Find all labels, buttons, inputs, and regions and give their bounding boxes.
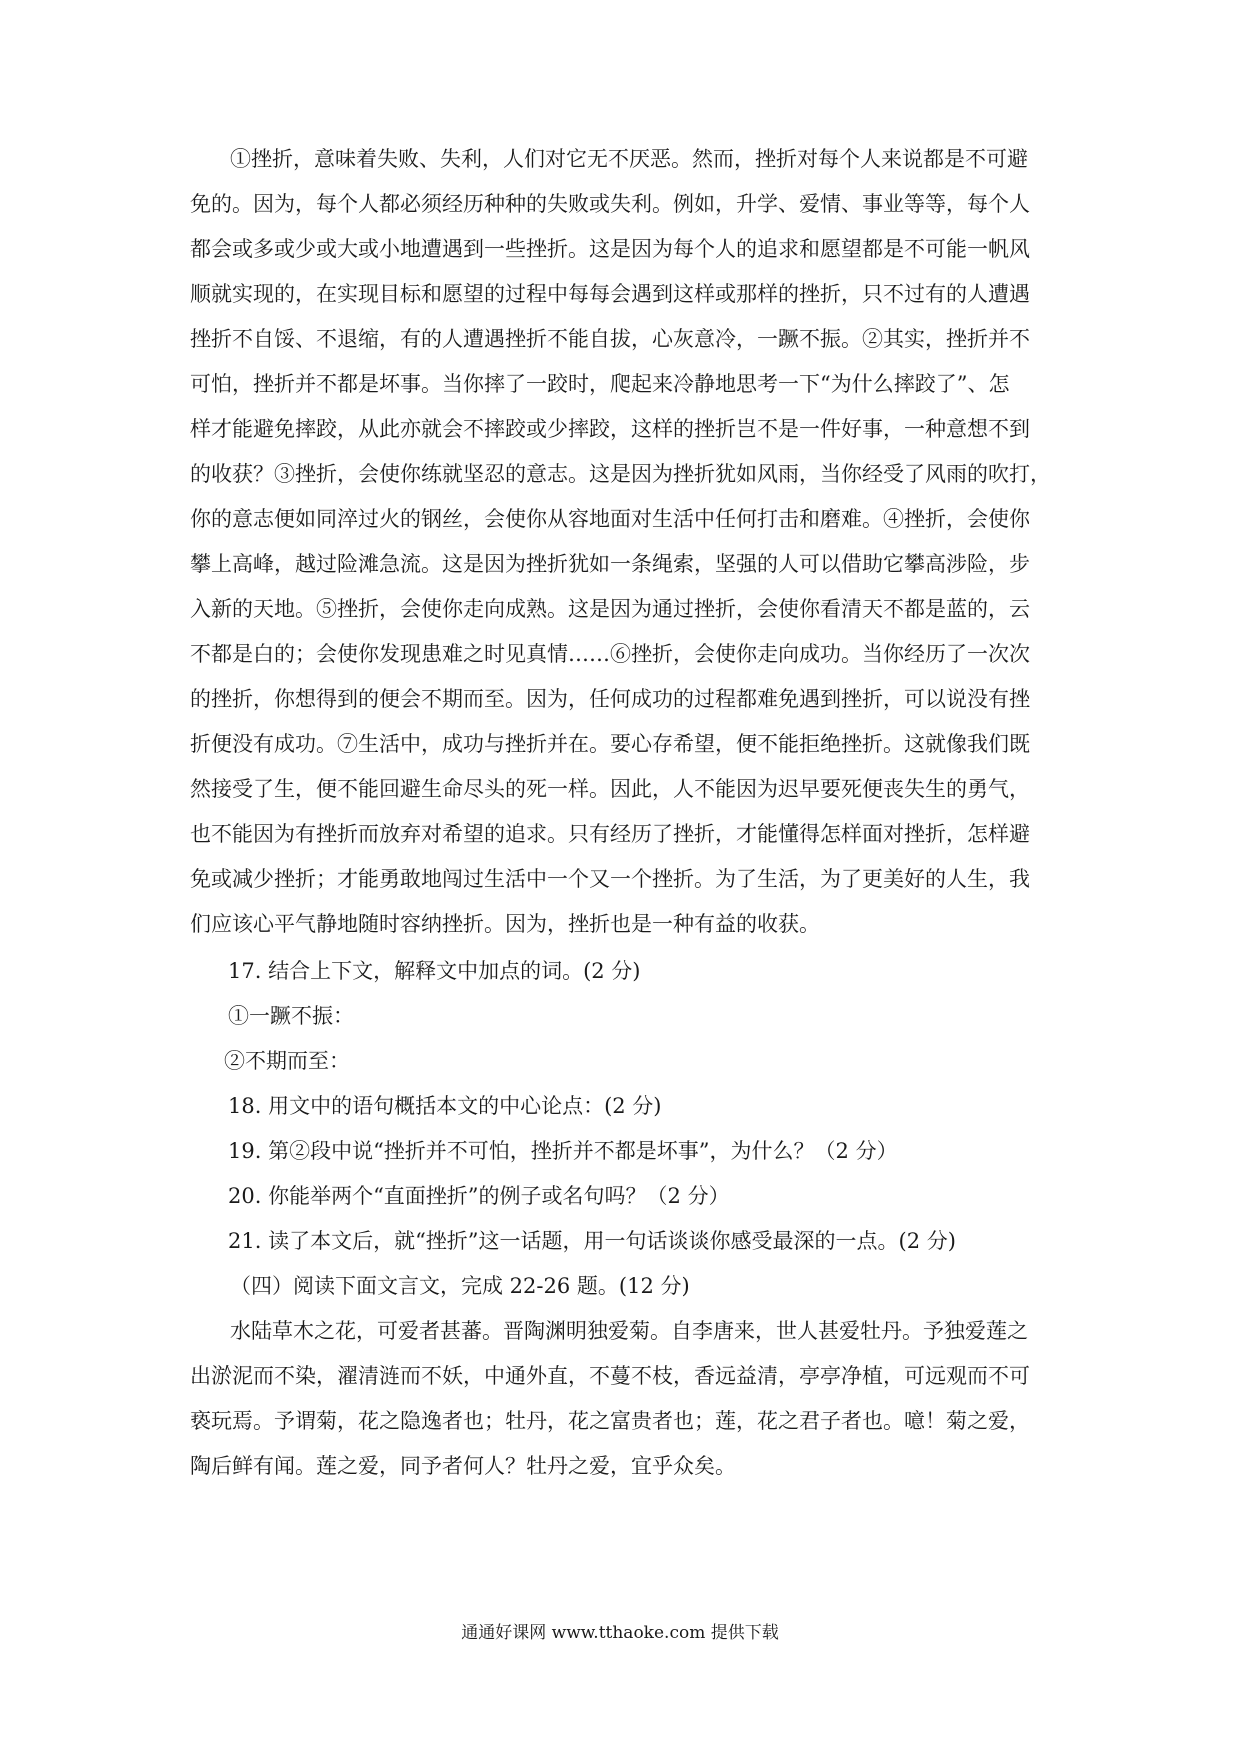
essay-line: 也不能因为有挫折而放弃对希望的追求。只有经历了挫折，才能懂得怎样面对挫折，怎样避 <box>190 822 1030 846</box>
essay-line: 折便没有成功。⑦生活中，成功与挫折并在。要心存希望，便不能拒绝挫折。这就像我们既 <box>190 732 1030 756</box>
essay-line: 入新的天地。⑤挫折，会使你走向成熟。这是因为通过挫折，会使你看清天不都是蓝的，云 <box>190 597 1030 621</box>
essay-line: 免的。因为，每个人都必须经历种种的失败或失利。例如，升学、爱情、事业等等，每个人 <box>190 192 1030 216</box>
question-17-item-b: ②不期而至： <box>224 1049 350 1073</box>
classical-line: 出淤泥而不染，濯清涟而不妖，中通外直，不蔓不枝，香远益清，亭亭净植，可远观而不可 <box>190 1364 1030 1388</box>
essay-line: 不都是白的；会使你发现患难之时见真情……⑥挫折，会使你走向成功。当你经历了一次次 <box>190 642 1030 666</box>
essay-line: 免或减少挫折；才能勇敢地闯过生活中一个又一个挫折。为了生活，为了更美好的人生，我 <box>190 867 1030 891</box>
classical-line: 陶后鲜有闻。莲之爱，同予者何人？牡丹之爱，宜乎众矣。 <box>190 1454 736 1478</box>
essay-line: 们应该心平气静地随时容纳挫折。因为，挫折也是一种有益的收获。 <box>190 912 820 936</box>
question-19: 19. 第②段中说“挫折并不可怕，挫折并不都是坏事”，为什么？（2 分） <box>228 1139 898 1163</box>
essay-line: 的挫折，你想得到的便会不期而至。因为，任何成功的过程都难免遇到挫折，可以说没有挫 <box>190 687 1030 711</box>
essay-line: 你的意志便如同淬过火的钢丝，会使你从容地面对生活中任何打击和磨难。④挫折，会使你 <box>190 507 1030 531</box>
question-17: 17. 结合上下文，解释文中加点的词。(2 分) <box>228 959 641 983</box>
essay-line: 挫折不自馁、不退缩，有的人遭遇挫折不能自拔，心灰意冷，一蹶不振。②其实，挫折并不 <box>190 327 1030 351</box>
essay-line: ①挫折，意味着失败、失利，人们对它无不厌恶。然而，挫折对每个人来说都是不可避 <box>230 147 1028 171</box>
question-18: 18. 用文中的语句概括本文的中心论点：(2 分) <box>228 1094 662 1118</box>
essay-line: 然接受了生，便不能回避生命尽头的死一样。因此，人不能因为迟早要死便丧失生的勇气， <box>190 777 1030 801</box>
essay-line: 的收获？③挫折，会使你练就坚忍的意志。这是因为挫折犹如风雨，当你经受了风雨的吹打， <box>190 462 1051 486</box>
question-20: 20. 你能举两个“直面挫折”的例子或名句吗？（2 分） <box>228 1184 730 1208</box>
essay-line: 样才能避免摔跤，从此亦就会不摔跤或少摔跤，这样的挫折岂不是一件好事，一种意想不到 <box>190 417 1030 441</box>
classical-line: 亵玩焉。予谓菊，花之隐逸者也；牡丹，花之富贵者也；莲，花之君子者也。噫！菊之爱， <box>190 1409 1030 1433</box>
section-heading: （四）阅读下面文言文，完成 22-26 题。(12 分) <box>230 1274 690 1298</box>
essay-line: 都会或多或少或大或小地遭遇到一些挫折。这是因为每个人的追求和愿望都是不可能一帆风 <box>190 237 1030 261</box>
question-17-item-a: ①一蹶不振： <box>228 1004 354 1028</box>
essay-line: 攀上高峰，越过险滩急流。这是因为挫折犹如一条绳索，坚强的人可以借助它攀高涉险，步 <box>190 552 1030 576</box>
classical-line: 水陆草木之花，可爱者甚蕃。晋陶渊明独爱菊。自李唐来，世人甚爱牡丹。予独爱莲之 <box>230 1319 1028 1343</box>
essay-line: 顺就实现的，在实现目标和愿望的过程中每每会遇到这样或那样的挫折，只不过有的人遭遇 <box>190 282 1030 306</box>
page-footer: 通通好课网 www.tthaoke.com 提供下载 <box>461 1623 779 1643</box>
question-21: 21. 读了本文后，就“挫折”这一话题，用一句话谈谈你感受最深的一点。(2 分) <box>228 1229 956 1253</box>
essay-line: 可怕，挫折并不都是坏事。当你摔了一跤时，爬起来冷静地思考一下“为什么摔跤了”、怎 <box>190 372 1010 396</box>
